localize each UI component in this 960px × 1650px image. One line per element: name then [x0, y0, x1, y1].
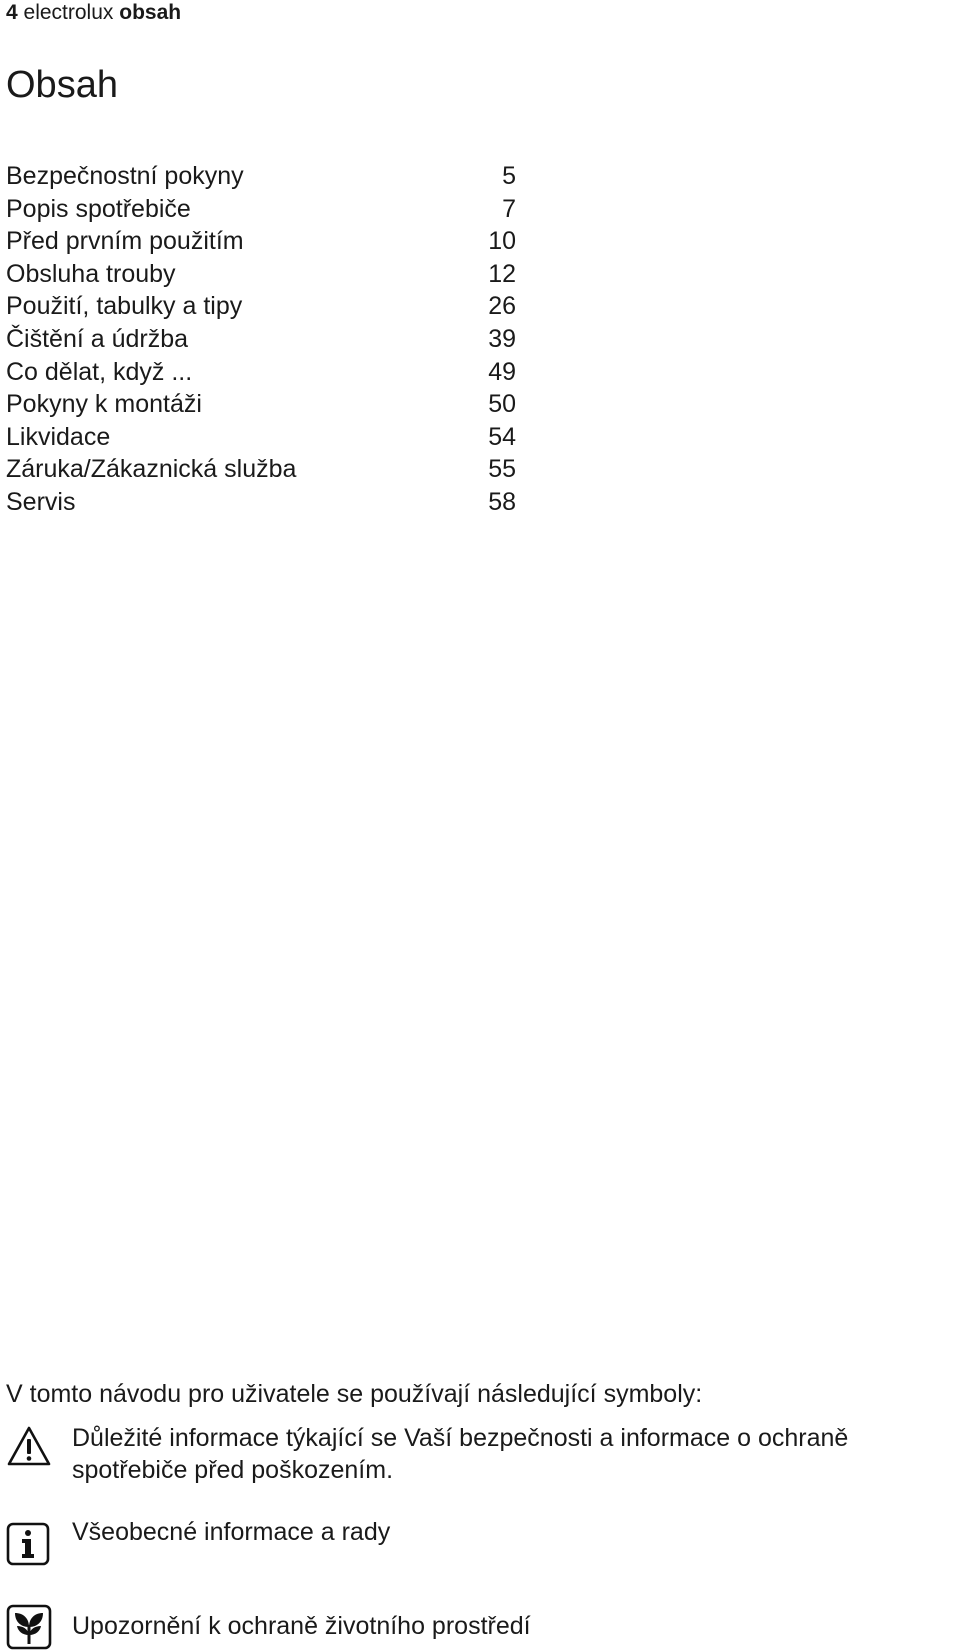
symbol-warning-text: [72, 1422, 956, 1486]
toc-entry-label: Servis: [6, 487, 76, 516]
page-header: [6, 0, 181, 26]
toc-entry-label: Čištění a údržba: [6, 324, 189, 353]
toc-entry-label: Co dělat, když ...: [6, 357, 193, 386]
toc-entry-page: 12: [488, 259, 516, 288]
toc-entry: [6, 388, 516, 421]
toc-entry: [6, 323, 516, 356]
toc-entry-label: Před prvním použitím: [6, 227, 244, 256]
toc-entry-page: 26: [488, 292, 516, 321]
symbols-intro: V tomto návodu pro uživatele se používají následující symboly:: [6, 1380, 703, 1408]
toc-entry-label: Pokyny k montáži: [6, 390, 202, 419]
toc-entry: [6, 356, 516, 389]
toc-entry-page: 39: [488, 324, 516, 353]
toc-entry-label: Záruka/Zákaznická služba: [6, 455, 297, 484]
toc-entry: [6, 258, 516, 291]
toc-entry-label: Obsluha trouby: [6, 259, 176, 288]
section-name: obsah: [119, 1, 182, 24]
warning-triangle-icon: [6, 1425, 52, 1467]
toc-entry: [6, 225, 516, 258]
toc-entry-page: 49: [488, 357, 516, 386]
toc-entry-label: Použití, tabulky a tipy: [6, 292, 243, 321]
toc-entry-page: 7: [502, 194, 516, 223]
toc-entry-page: 58: [488, 487, 516, 516]
toc-entry-page: 50: [488, 390, 516, 419]
toc-entry-page: 5: [502, 162, 516, 190]
page-title: Obsah: [6, 64, 118, 106]
toc-entry: [6, 486, 516, 519]
toc-entry: [6, 290, 516, 323]
symbol-warning-text-line-2: spotřebiče před poškozením.: [72, 1456, 394, 1484]
toc-entry: [6, 453, 516, 486]
toc-entry: [6, 421, 516, 454]
symbol-warning-text-line-1: Důležité informace týkající se Vaší bezpečnosti a informace o ochraně: [72, 1424, 849, 1452]
toc-entry-label: Popis spotřebiče: [6, 194, 191, 223]
toc-entry: [6, 160, 516, 193]
page-number: 4: [6, 1, 18, 24]
toc-entry: [6, 193, 516, 226]
toc-entry-page: 55: [488, 455, 516, 484]
symbol-info-text: Všeobecné informace a rady: [72, 1518, 391, 1546]
toc-entry-page: 10: [488, 227, 516, 256]
table-of-contents: [6, 160, 516, 519]
toc-entry-label: Likvidace: [6, 422, 111, 451]
environment-icon: [6, 1604, 52, 1650]
symbol-environment-text: Upozornění k ochraně životního prostředí: [72, 1612, 531, 1640]
info-icon: [6, 1522, 50, 1566]
toc-entry-label: Bezpečnostní pokyny: [6, 162, 244, 190]
brand-name: electrolux: [23, 1, 114, 24]
symbols-legend: [6, 1378, 956, 1640]
toc-entry-page: 54: [488, 422, 516, 451]
